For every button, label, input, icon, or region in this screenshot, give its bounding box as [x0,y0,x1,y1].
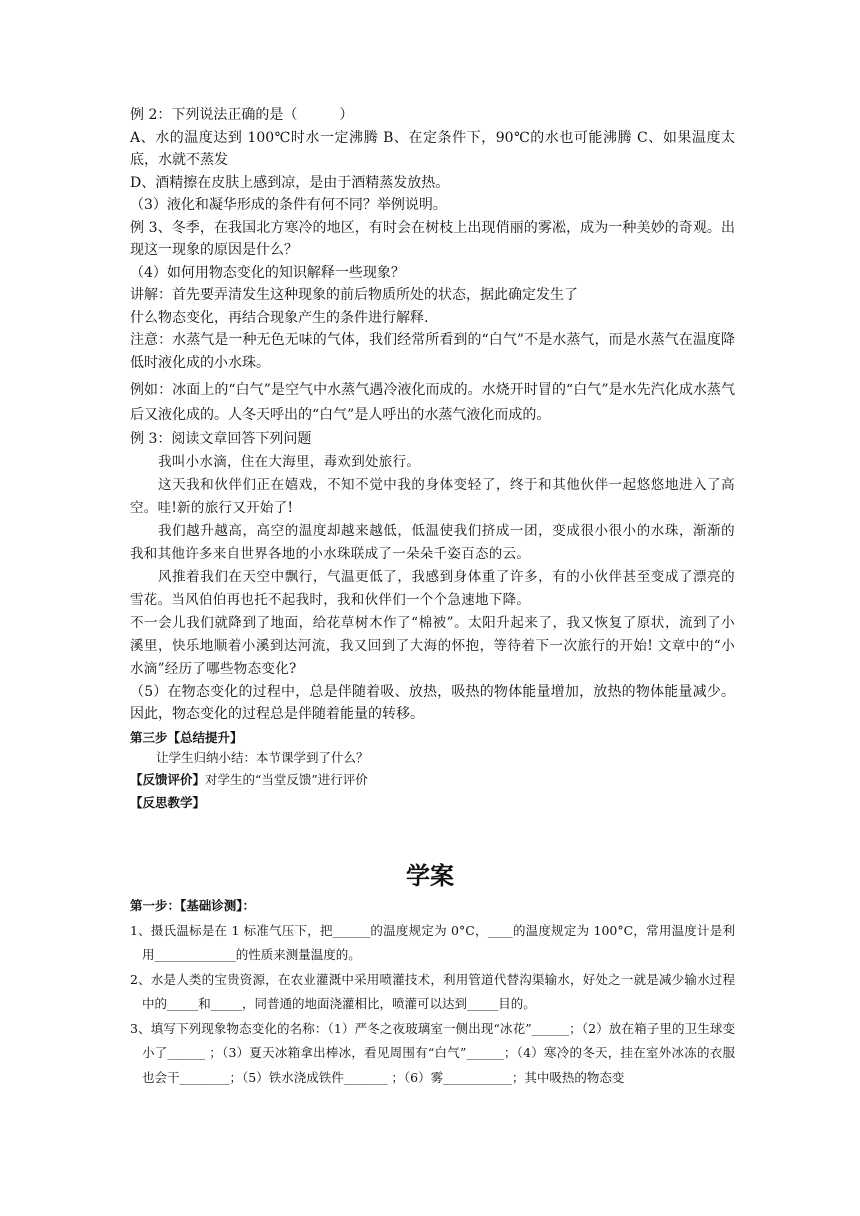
example-2-options-abc: A、水的温度达到 100℃时水一定沸腾 B、在定条件下，90℃的水也可能沸腾 C、如果温度太底，水就不蒸发 [130,129,735,168]
xuean-section [130,894,735,1090]
point-4-heading: （4）如何用物态变化的知识解释一些现象？ [130,264,405,281]
note-paragraph: 注意：水蒸气是一种无色无味的气体，我们经常所看到的“白气”不是水蒸气，而是水蒸气在温度降低时液化成的小水珠。 [130,332,735,371]
story-paragraph-4: 风推着我们在天空中飘行，气温更低了，我感到身体重了许多，有的小伙伴甚至变成了漂亮的雪花。当风伯伯再也托不起我时，我和伙伴们一个个急速地下降。 [130,568,735,608]
story-paragraph-2: 这天我和伙伴们正在嬉戏，不知不觉中我的身体变轻了，终于和其他伙伴一起悠悠地进入了高空。哇!新的旅行又开始了! [130,476,735,516]
xuean-title: 学案 [406,862,454,890]
explanation-line-1: 讲解：首先要弄清发生这种现象的前后物质所处的状态，据此确定发生了 [130,287,578,303]
question-1: 1、摄氏温标是在 1 标准气压下，把______的温度规定为 0°C，____的温度规定为 100°C，常用温度计是利用_____________的性质来测量温度的。 [130,922,735,962]
lesson-section [130,104,735,814]
question-3: 3、填写下列现象物态变化的名称：（1）严冬之夜玻璃室一侧出现“冰花”______；（2）放在箱子里的卫生球变小了______ ；（3）夏天冰箱拿出棒冰，看见周围有“白气”______；（4）寒冷的冬天，挂在室外冰冻的衣服也会干________；（5）铁水浇成铁件_______ ；（6）雾___________；其中吸热的物态变 [130,1020,735,1085]
story-paragraph-5: 不一会儿我们就降到了地面，给花草树木作了“棉被”。太阳升起来了，我又恢复了原状，流到了小溪里，快乐地顺着小溪到达河流，我又回到了大海的怀抱，等待着下一次旅行的开始! 文章中的“小水滴”经历了哪些物态变化? [130,614,735,677]
feedback-label: 【反馈评价】 [130,771,206,787]
explanation-line-2: 什么物态变化，再结合现象产生的条件进行解释. [130,309,429,326]
feedback-row [130,768,735,792]
story-paragraph-1: 我叫小水滴，住在大海里，毒欢到处旅行。 [158,453,421,470]
story-paragraph-3: 我们越升越高，高空的温度却越来越低，低温使我们挤成一团，变成很小很小的水珠，渐渐的我和其他许多来自世界各地的小水珠联成了一朵朵千姿百态的云。 [130,522,735,562]
step-1-heading: 第一步：【基础诊测】： [130,898,256,913]
step-3-label: 第三步【总结提升】 [130,729,243,745]
example-3-reading: 例 3：阅读文章回答下列问题 [130,431,312,447]
point-3-heading: （3）液化和凝华形成的条件有何不同？举例说明。 [130,197,447,213]
example-paragraph: 例如：冰面上的“白气”是空气中水蒸气遇冷液化而成的。水烧开时冒的“白气”是水先汽化成水蒸气后又液化成的。人冬天呼出的“白气”是人呼出的水蒸气液化而成的。 [130,382,735,423]
example-2-option-d: D、酒精擦在皮肤上感到凉，是由于酒精蒸发放热。 [130,174,450,191]
question-2: 2、水是人类的宝贵资源，在农业灌溉中采用喷灌技术，利用管道代替沟渠输水，好处之一就是减少输水过程中的_____和_____，同普通的地面浇灌相比，喷灌可以达到_____目的。 [130,971,735,1011]
step-3-text: 让学生归纳小结：本节课学到了什么？ [156,749,369,765]
example-2-question: 例 2：下列说法正确的是（ ） [130,107,354,123]
step-3-row [130,728,735,748]
reflect-label: 【反思教学】 [130,794,206,810]
feedback-text: 对学生的“当堂反馈”进行评价 [205,771,368,787]
point-5-paragraph: （5）在物态变化的过程中，总是伴随着吸、放热，吸热的物体能量增加，放热的物体能量减少。因此，物态变化的过程总是伴随着能量的转移。 [130,683,735,722]
example-3-question: 例 3、冬季，在我国北方寒冷的地区，有时会在树枝上出现俏丽的雾凇，成为一种美妙的奇观。出现这一现象的原因是什么？ [130,219,735,258]
